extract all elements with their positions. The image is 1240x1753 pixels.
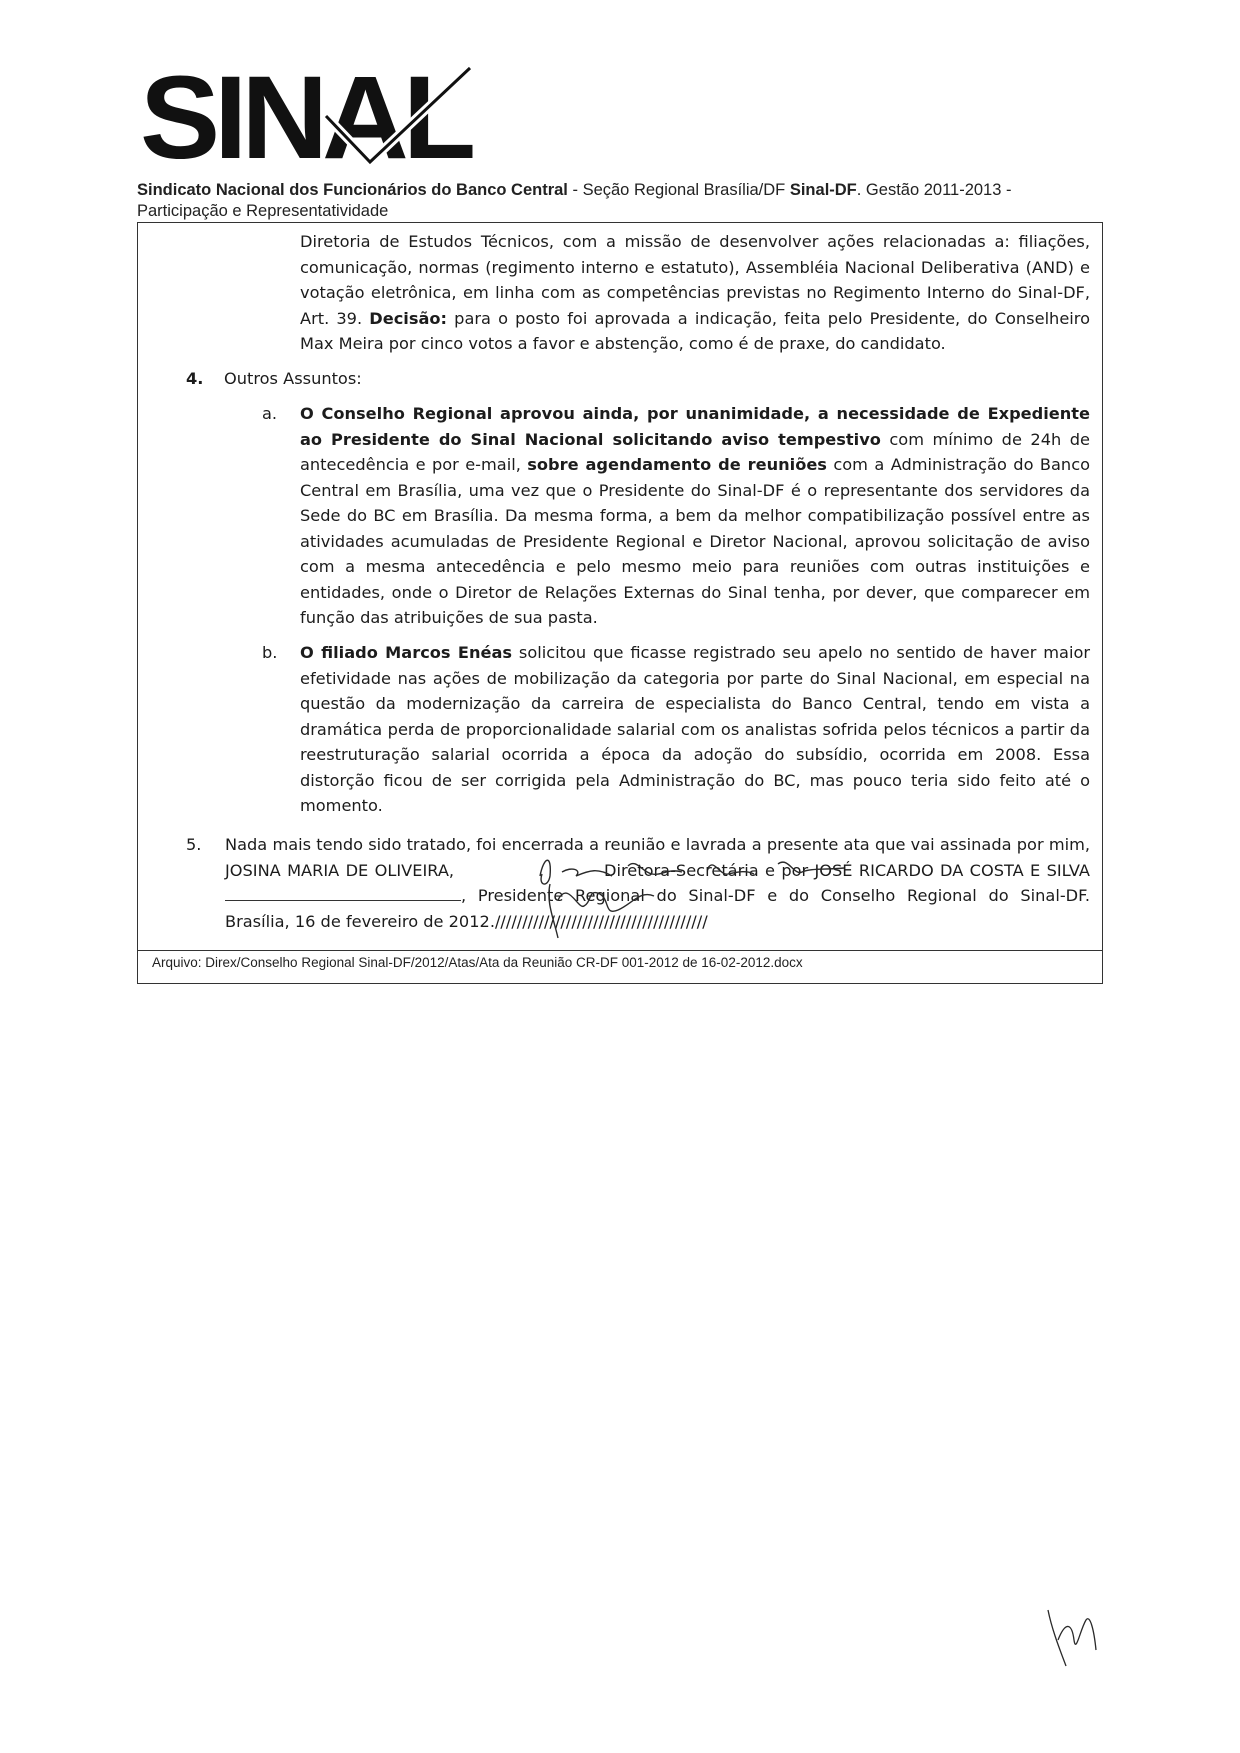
item-a-letter: a. bbox=[262, 404, 278, 423]
section-4-title: Outros Assuntos: bbox=[224, 369, 362, 388]
sinal-logo bbox=[140, 58, 480, 178]
footer-rule bbox=[137, 950, 1103, 951]
handwritten-initials bbox=[1040, 1600, 1100, 1670]
signature-line bbox=[225, 886, 461, 901]
item-a-paragraph: O Conselho Regional aprovou ainda, por unanimidade, a necessidade de Expediente ao Presidente do Sinal Nacional solicitando aviso tempestivo com mínimo de 24h de antecedência e por e-mail, sobre agendamento de reuniões com a Administração do Banco Central em Brasília, uma vez que o Presidente do Sinal-DF é o representante dos servidores da Sede do BC em Brasília. Da mesma forma, a bem da melhor compatibilização possível entre as atividades acumuladas de Presidente Regional e Diretor Nacional, aprovou solicitação de aviso com a mesma antecedência e pelo mesmo meio para reuniões com outras instituições e entidades, onde o Diretor de Relações Externas do Sinal tenha, por dever, que comparecer em função das atribuições de sua pasta. bbox=[300, 404, 1091, 627]
item-b-letter: b. bbox=[262, 643, 278, 662]
header-organization: Sindicato Nacional dos Funcionários do Banco Central - Seção Regional Brasília/DF Sinal-DF. Gestão 2011-2013 - bbox=[137, 181, 1012, 199]
header-motto: Participação e Representatividade bbox=[137, 202, 389, 220]
paragraph-diretoria-estudos: Diretoria de Estudos Técnicos, com a missão de desenvolver ações relacionadas a: filiações, comunicação, normas (regimento interno e estatuto), Assembléia Nacional Deliberativa (AND) e votação eletrônica, em linha com as competências previstas no Regimento Interno do Sinal-DF, Art. 39. Decisão: para o posto foi aprovada a indicação, feita pelo Presidente, do Conselheiro Max Meira por cinco votos a favor e abstenção, como é de praxe, do candidato. bbox=[300, 232, 1090, 353]
section-5-number: 5. bbox=[186, 835, 202, 854]
item-b-paragraph: O filiado Marcos Enéas solicitou que ficasse registrado seu apelo no sentido de haver maior efetividade nas ações de mobilização da categoria por parte do Sinal Nacional, em especial na questão da modernização da carreira de especialista do Banco Central, tendo em vista a dramática perda de proporcionalidade salarial com os analistas sofrida pelos técnicos a partir da reestruturação salarial ocorrida a época da adoção do subsídio, ocorrida em 2008. Essa distorção ficou de ser corrigida pela Administração do BC, mas pouco teria sido feito até o momento. bbox=[300, 643, 1091, 815]
sinal-logo-text: SINAL bbox=[140, 58, 473, 178]
section-4-number: 4. bbox=[186, 369, 204, 388]
footer-file-path: Arquivo: Direx/Conselho Regional Sinal-DF/2012/Atas/Ata da Reunião CR-DF 001-2012 de 16-02-2012.docx bbox=[152, 955, 803, 970]
closing-paragraph: Nada mais tendo sido tratado, foi encerrada a reunião e lavrada a presente ata que vai assinada por mim, JOSINA MARIA DE OLIVEIRA, Diretora-Secretária e por JOSÉ RICARDO DA COSTA E SILVA , Presidente Regional do Sinal-DF e do Conselho Regional do Sinal-DF. Brasília, 16 de fevereiro de 2012./////////////////////////////////////// bbox=[225, 835, 1090, 931]
